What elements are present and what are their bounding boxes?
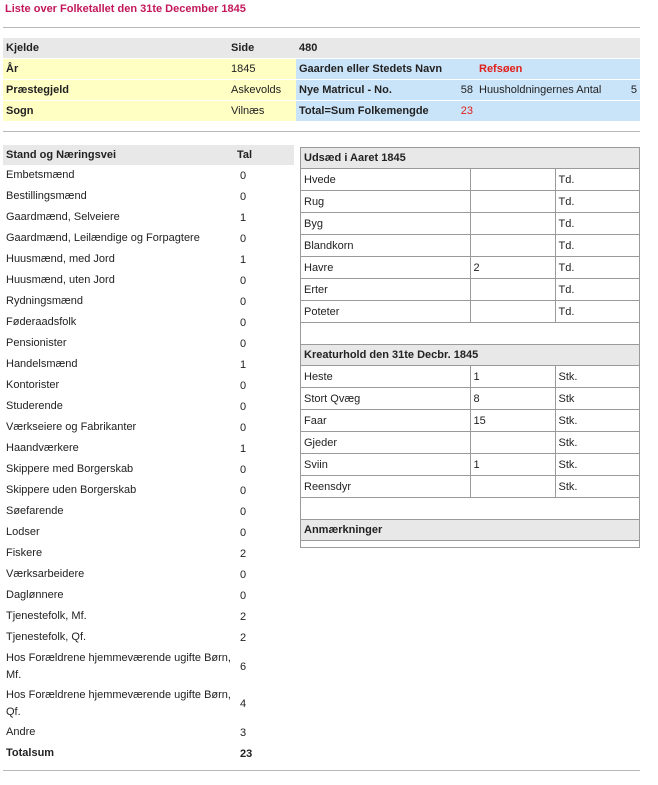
info-table [3,38,640,122]
kreatur-unit: Stk. [555,454,639,476]
stand-count: 2 [240,547,247,560]
total-count: 23 [240,747,253,760]
husholdning-label: Huusholdningernes Antal [476,80,610,101]
stand-row [3,396,294,417]
stand-row [3,648,294,685]
kreatur-row [301,476,639,498]
kreatur-name: Sviin [301,454,470,476]
stand-name: Tjenestefolk, Qf. [6,631,87,643]
side-panel [300,147,640,548]
matricul-label: Nye Matricul - No. [299,84,392,96]
kreatur-value: 1 [470,454,555,476]
total-value: 23 [460,105,473,117]
kreatur-row [301,388,639,410]
stand-count: 4 [240,697,247,710]
udsaed-row [301,257,639,279]
sogn-value: Vilnæs [228,101,296,122]
kjelde-label: Kjelde [3,38,228,59]
anmaerkninger-header: Anmærkninger [301,520,639,541]
spacer [301,323,639,345]
stand-row [3,354,294,375]
kreatur-name: Gjeder [301,432,470,454]
kreatur-unit: Stk. [555,432,639,454]
stand-rows [3,165,294,743]
kreatur-name: Heste [301,366,470,388]
stand-name: Lodser [6,526,40,538]
stand-count: 0 [240,295,247,308]
udsaed-value [470,191,555,213]
kreatur-table [301,366,639,498]
stand-count: 1 [240,442,247,455]
kreatur-unit: Stk. [555,366,639,388]
stand-count: 0 [240,421,247,434]
udsaed-unit: Td. [555,213,639,235]
stand-row [3,438,294,459]
spacer [301,498,639,520]
stand-count: 2 [240,610,247,623]
top-divider [3,27,640,28]
stand-name: Skippere med Borgerskab [6,463,134,475]
total-cell [296,101,476,122]
bottom-divider [3,770,640,771]
stand-name: Føderaadsfolk [6,316,77,328]
stand-count: 0 [240,232,247,245]
udsaed-row [301,301,639,323]
matricul-value: 58 [460,84,473,96]
stand-row [3,627,294,648]
stand-count: 1 [240,253,247,266]
side-value: 480 [296,38,476,59]
stand-count: 2 [240,631,247,644]
praestegjeld-value: Askevolds [228,80,296,101]
side-label: Side [228,38,296,59]
stand-name: Rydningsmænd [6,295,84,307]
stand-name: Skippere uden Borgerskab [6,484,137,496]
stand-name: Tjenestefolk, Mf. [6,610,87,622]
total-label: Total=Sum Folkemengde [299,105,429,117]
udsaed-unit: Td. [555,257,639,279]
stand-row [3,585,294,606]
stand-count: 0 [240,274,247,287]
stand-row [3,522,294,543]
stand-count: 3 [240,726,247,739]
udsaed-name: Rug [301,191,470,213]
stand-name: Pensionister [6,337,67,349]
stand-name: Gaardmænd, Leilændige og Forpagtere [6,232,200,244]
stand-name: Søefarende [6,505,64,517]
udsaed-name: Blandkorn [301,235,470,257]
stand-name: Huusmænd, med Jord [6,253,115,265]
stand-name: Værksarbeidere [6,568,85,580]
kreatur-unit: Stk. [555,410,639,432]
udsaed-name: Hvede [301,169,470,191]
udsaed-unit: Td. [555,235,639,257]
udsaed-name: Byg [301,213,470,235]
udsaed-unit: Td. [555,169,639,191]
stand-row [3,722,294,743]
stand-count: 0 [240,337,247,350]
stand-name: Hos Forældrene hjemmeværende ugifte Børn, Qf. [6,688,231,718]
aar-label: År [3,59,228,80]
stand-count: 1 [240,358,247,371]
stand-row [3,165,294,186]
stand-name: Handelsmænd [6,358,78,370]
kreatur-value [470,476,555,498]
stand-row [3,333,294,354]
stand-name: Haandværkere [6,442,79,454]
kreatur-name: Reensdyr [301,476,470,498]
kreatur-unit: Stk [555,388,639,410]
stand-row [3,207,294,228]
stand-count: 0 [240,484,247,497]
udsaed-name: Erter [301,279,470,301]
kreatur-value [470,432,555,454]
stand-row [3,543,294,564]
stand-name: Værkseiere og Fabrikanter [6,421,137,433]
mid-divider [3,131,640,132]
stand-row [3,606,294,627]
stand-count: 0 [240,505,247,518]
udsaed-value [470,235,555,257]
udsaed-row [301,191,639,213]
husholdning-value: 5 [610,80,640,101]
page-title: Liste over Folketallet den 31te December 1845 [5,3,246,15]
kreatur-unit: Stk. [555,476,639,498]
udsaed-row [301,279,639,301]
stand-count: 6 [240,660,247,673]
stand-row [3,249,294,270]
blank-cell [476,38,640,59]
stand-count: 0 [240,169,247,182]
matricul-cell [296,80,476,101]
stand-row [3,291,294,312]
stand-header-count: Tal [237,149,253,161]
stand-name: Gaardmænd, Selveiere [6,211,120,223]
udsaed-unit: Td. [555,191,639,213]
stand-name: Daglønnere [6,589,64,601]
udsaed-value [470,279,555,301]
udsaed-unit: Td. [555,279,639,301]
stand-name: Andre [6,726,36,738]
stand-row [3,417,294,438]
praestegjeld-label: Præstegjeld [3,80,228,101]
gaarden-label: Gaarden eller Stedets Navn [296,59,476,80]
stand-count: 1 [240,211,247,224]
stand-count: 0 [240,379,247,392]
blank-cell [476,101,640,122]
kreatur-row [301,410,639,432]
stand-total-row [3,743,294,764]
udsaed-table [301,169,639,323]
udsaed-name: Poteter [301,301,470,323]
kreatur-name: Stort Qvæg [301,388,470,410]
udsaed-name: Havre [301,257,470,279]
udsaed-value [470,301,555,323]
stand-row [3,312,294,333]
udsaed-unit: Td. [555,301,639,323]
stand-name: Hos Forældrene hjemmeværende ugifte Børn, Mf. [6,651,231,681]
udsaed-value [470,213,555,235]
stand-name: Kontorister [6,379,60,391]
stand-count: 0 [240,568,247,581]
aar-value: 1845 [228,59,296,80]
stand-row [3,480,294,501]
stand-row [3,685,294,722]
stand-row [3,375,294,396]
gaarden-value: Refsøen [476,59,640,80]
udsaed-row [301,213,639,235]
total-name: Totalsum [6,747,55,759]
stand-row [3,501,294,522]
kreatur-row [301,366,639,388]
stand-header [3,145,294,165]
kreatur-header: Kreaturhold den 31te Decbr. 1845 [301,345,639,366]
stand-count: 0 [240,316,247,329]
stand-count: 0 [240,400,247,413]
kreatur-name: Faar [301,410,470,432]
kreatur-value: 15 [470,410,555,432]
kreatur-row [301,432,639,454]
stand-name: Embetsmænd [6,169,75,181]
udsaed-row [301,235,639,257]
kreatur-value: 8 [470,388,555,410]
kreatur-row [301,454,639,476]
stand-name: Studerende [6,400,63,412]
udsaed-value: 2 [470,257,555,279]
sogn-label: Sogn [3,101,228,122]
udsaed-value [470,169,555,191]
stand-row [3,228,294,249]
stand-row [3,459,294,480]
kreatur-value: 1 [470,366,555,388]
stand-count: 0 [240,463,247,476]
stand-name: Fiskere [6,547,43,559]
stand-count: 0 [240,190,247,203]
stand-row [3,186,294,207]
stand-count: 0 [240,526,247,539]
anmaerkninger-body [301,541,639,547]
stand-name: Huusmænd, uten Jord [6,274,115,286]
stand-header-name: Stand og Næringsvei [6,149,117,161]
stand-row [3,270,294,291]
stand-row [3,564,294,585]
stand-table [3,145,294,764]
stand-count: 0 [240,589,247,602]
udsaed-row [301,169,639,191]
udsaed-header: Udsæd i Aaret 1845 [301,148,639,169]
stand-name: Bestillingsmænd [6,190,87,202]
